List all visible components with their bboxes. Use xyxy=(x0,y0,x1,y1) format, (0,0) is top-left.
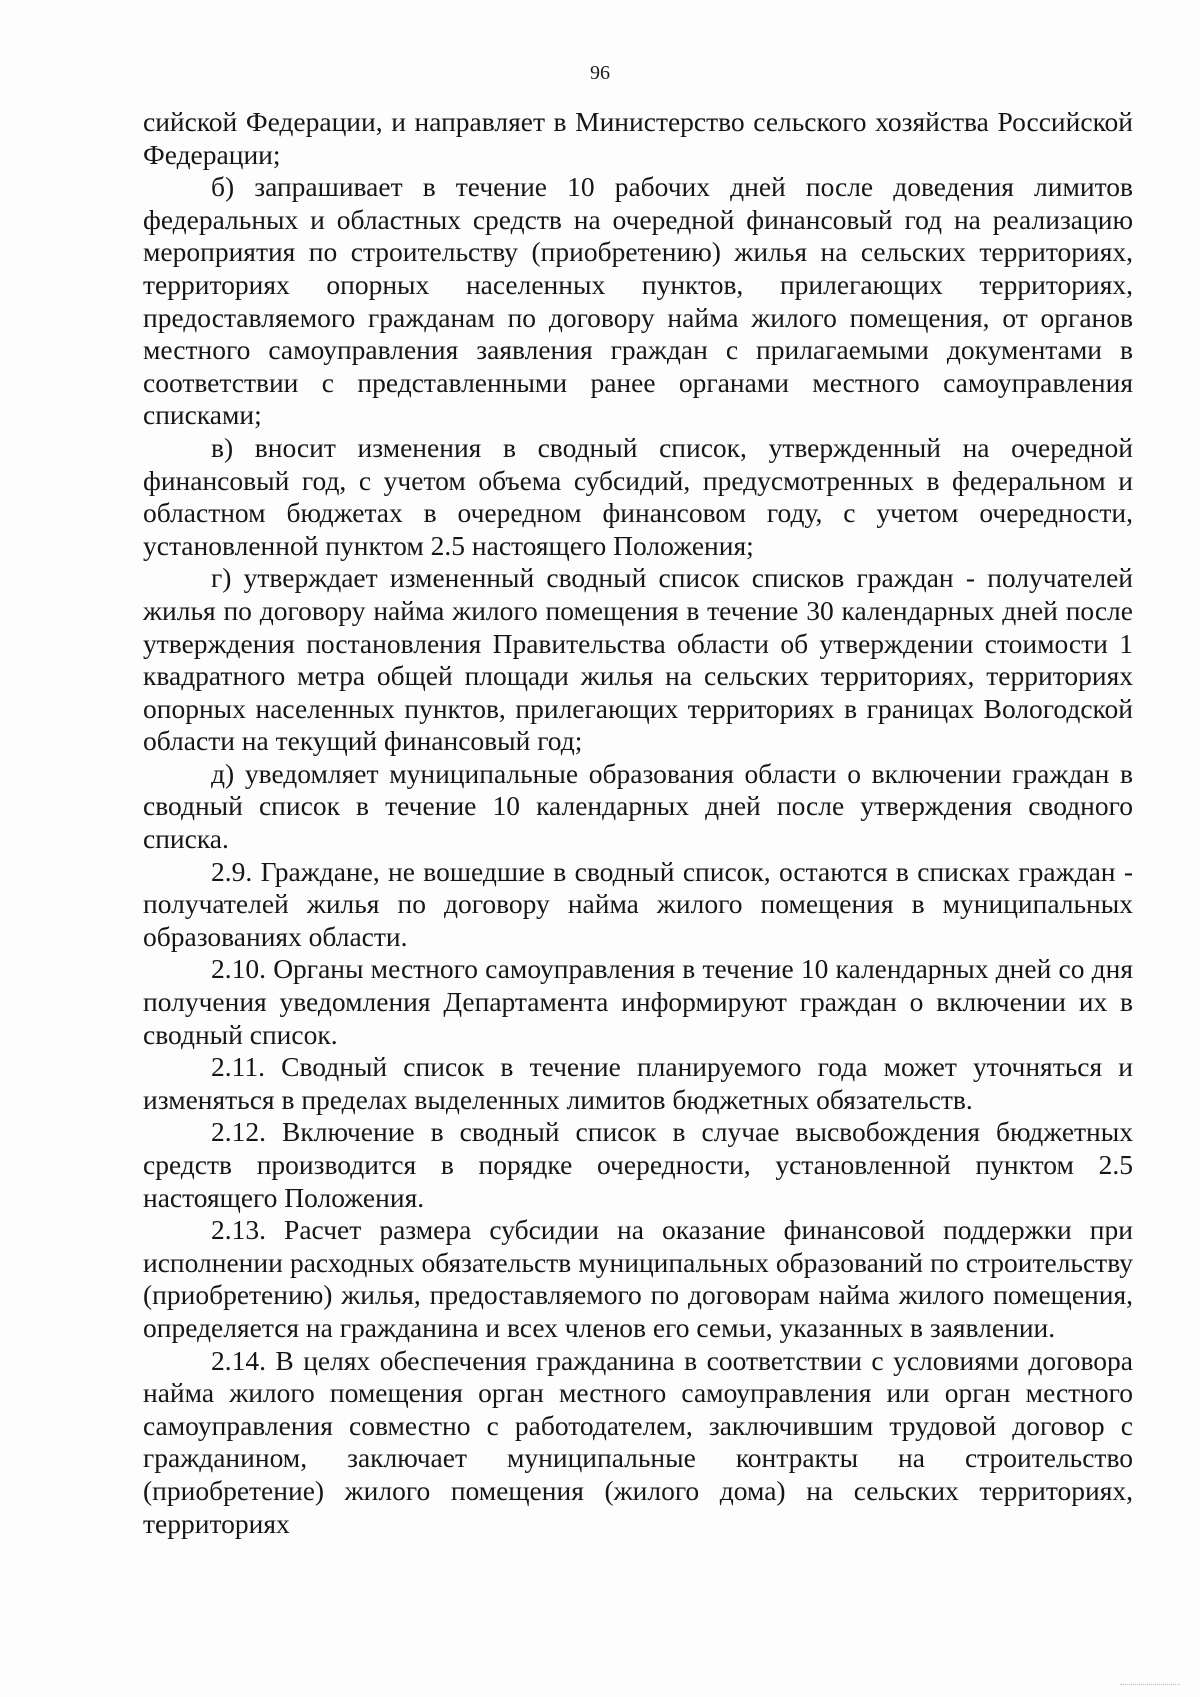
scan-artifact xyxy=(1120,1684,1180,1689)
page-number: 96 xyxy=(590,62,610,84)
paragraph-2-9: 2.9. Граждане, не вошедшие в сводный список, остаются в списках граждан - получателей жилья по договору найма жилого помещения в муниципальных образованиях области. xyxy=(143,855,1133,952)
paragraph-2-13: 2.13. Расчет размера субсидии на оказание финансовой поддержки при исполнении расходных обязательств муниципальных образований по строительству (приобретению) жилья, предоставляемого по договорам найма жилого помещения, определяется на гражданина и всех членов его семьи, указанных в заявлении. xyxy=(143,1214,1133,1343)
paragraph-continuation: сийской Федерации, и направляет в Министерство сельского хозяйства Российской Федерации; xyxy=(143,106,1133,170)
document-body xyxy=(143,106,1133,1540)
paragraph-item-g: г) утверждает измененный сводный список списков граждан - получателей жилья по договору найма жилого помещения в течение 30 календарных дней после утверждения постановления Правительства области об утверждении стоимости 1 квадратного метра общей площади жилья на сельских территориях, территориях опорных населенных пунктов, прилегающих территориях в границах Вологодской области на текущий финансовый год; xyxy=(143,562,1133,757)
paragraph-item-d: д) уведомляет муниципальные образования области о включении граждан в сводный список в течение 10 календарных дней после утверждения сводного списка. xyxy=(143,757,1133,855)
paragraph-2-12: 2.12. Включение в сводный список в случае высвобождения бюджетных средств производится в порядке очередности, установленной пунктом 2.5 настоящего Положения. xyxy=(143,1116,1133,1213)
paragraph-2-14: 2.14. В целях обеспечения гражданина в соответствии с условиями договора найма жилого помещения орган местного самоуправления или орган местного самоуправления совместно с работодателем, заключившим трудовой договор с гражданином, заключает муниципальные контракты на строительство (приобретение) жилого помещения (жилого дома) на сельских территориях, территориях xyxy=(143,1344,1133,1539)
paragraph-item-v: в) вносит изменения в сводный список, утвержденный на очередной финансовый год, с учетом объема субсидий, предусмотренных в федеральном и областном бюджетах в очередном финансовом году, с учетом очередности, установленной пунктом 2.5 настоящего Положения; xyxy=(143,431,1133,561)
paragraph-2-10: 2.10. Органы местного самоуправления в течение 10 календарных дней со дня получения уведомления Департамента информируют граждан о включении их в сводный список. xyxy=(143,953,1133,1050)
paragraph-item-b: б) запрашивает в течение 10 рабочих дней после доведения лимитов федеральных и областных средств на очередной финансовый год на реализацию мероприятия по строительству (приобретению) жилья на сельских территориях, территориях опорных населенных пунктов, прилегающих территориях, предоставляемого гражданам по договору найма жилого помещения, от органов местного самоуправления заявления граждан с прилагаемыми документами в соответствии с представленными ранее органами местного самоуправления списками; xyxy=(143,171,1133,431)
paragraph-2-11: 2.11. Сводный список в течение планируемого года может уточняться и изменяться в пределах выделенных лимитов бюджетных обязательств. xyxy=(143,1051,1133,1115)
